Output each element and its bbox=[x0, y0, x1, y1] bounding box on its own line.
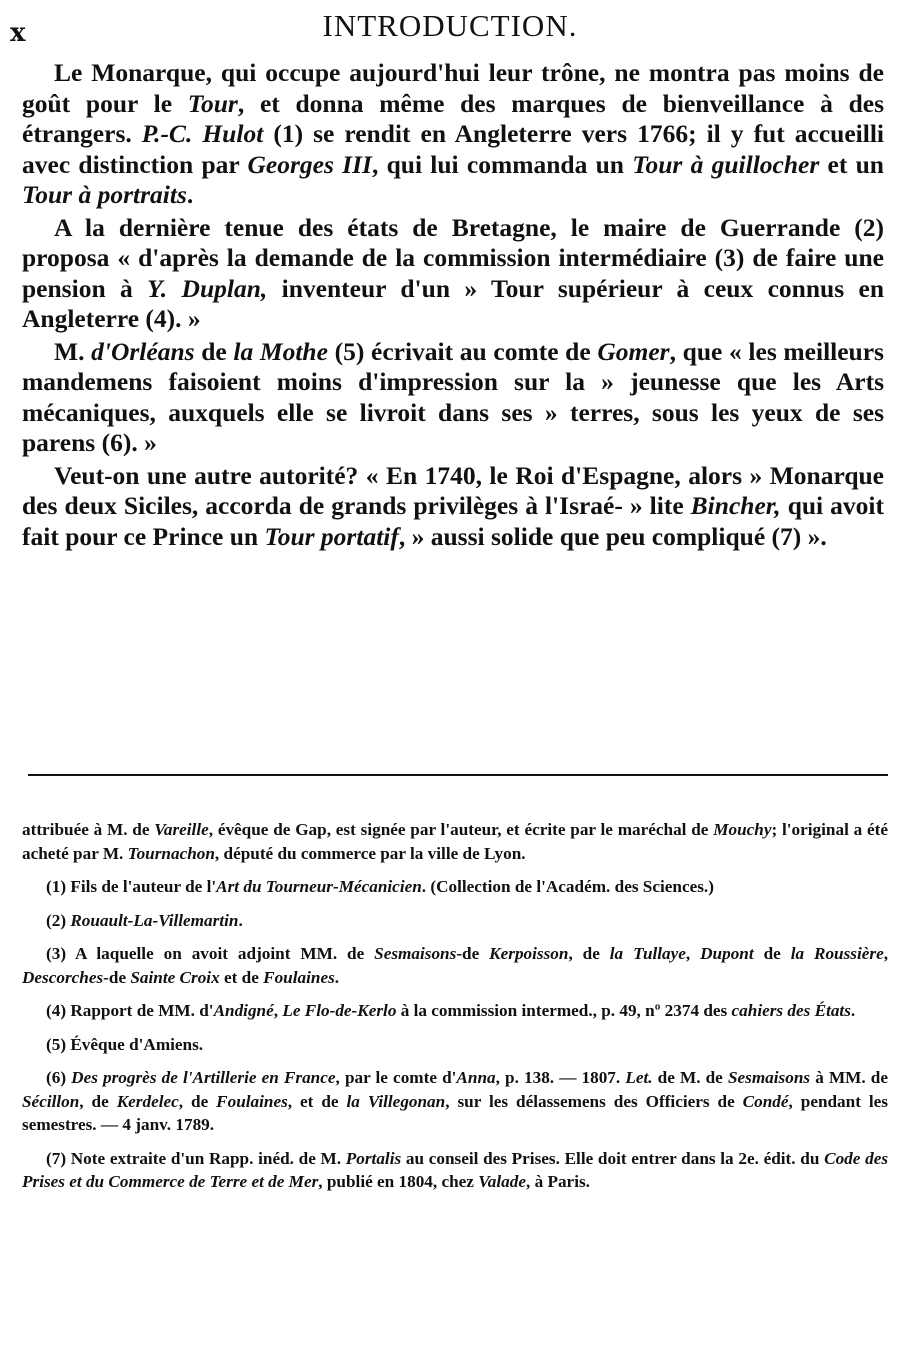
italic-run: d'Orléans bbox=[91, 336, 195, 366]
italic-run: Foulaines bbox=[216, 1091, 288, 1111]
paragraph-2 bbox=[22, 213, 884, 335]
text-run: (5) écrivait au comte de bbox=[327, 336, 598, 366]
footnote-3 bbox=[22, 942, 888, 989]
italic-run: Tournachon bbox=[127, 843, 215, 863]
text-run: (3) A laquelle on avoit adjoint MM. de bbox=[46, 944, 375, 963]
text-run: (2) bbox=[46, 910, 71, 930]
text-run: A la dernière tenue des états de Bretagne, le maire de Guerrande (2) proposa « d'après la demande de la commission intermédiaire (3) de faire une pension à bbox=[22, 212, 884, 303]
running-head: INTRODUCTION. bbox=[322, 8, 578, 43]
italic-run: la Roussière bbox=[790, 944, 884, 963]
text-run: (6) bbox=[46, 1068, 72, 1087]
text-run: , à Paris. bbox=[525, 1172, 590, 1191]
paragraph-4 bbox=[22, 461, 884, 553]
text-run: , bbox=[883, 944, 888, 963]
text-run: , de bbox=[568, 944, 610, 963]
text-run: de bbox=[194, 336, 234, 366]
italic-run: la Mothe bbox=[233, 336, 328, 366]
italic-run: Kerpoisson bbox=[489, 944, 569, 963]
italic-run: Portalis bbox=[345, 1148, 402, 1168]
page-number: x bbox=[10, 18, 26, 48]
italic-run: Tour à guillocher bbox=[632, 149, 820, 179]
text-run: . (Collection de l'Académ. des Sciences.) bbox=[421, 877, 714, 896]
italic-run: Sainte Croix bbox=[130, 967, 220, 987]
italic-run: Condé bbox=[742, 1091, 789, 1111]
italic-run: la Villegonan bbox=[346, 1091, 446, 1111]
text-run: ; l'original a été acheté par M. bbox=[22, 820, 889, 863]
footnote-1 bbox=[22, 875, 888, 899]
paragraph-1 bbox=[22, 58, 884, 211]
text-run: (1) se rendit en Angleterre vers 1766; il y fut accueilli avec distinction par bbox=[22, 119, 884, 179]
text-run: -de bbox=[456, 944, 490, 963]
text-run: , bbox=[273, 1001, 283, 1020]
text-run: . bbox=[334, 967, 340, 987]
italic-run: Art du Tourneur-Mécanicien bbox=[216, 877, 422, 896]
text-run: (4) Rapport de MM. d' bbox=[46, 1001, 214, 1020]
italic-run: Andigné bbox=[213, 1001, 274, 1020]
italic-run: Valade bbox=[478, 1172, 526, 1191]
footnote-4 bbox=[22, 999, 888, 1023]
italic-run: Y. Duplan, bbox=[147, 273, 268, 303]
text-run: et un bbox=[819, 149, 884, 179]
italic-run: Anna bbox=[456, 1068, 496, 1087]
text-run: , par le comte d' bbox=[335, 1068, 457, 1087]
text-run: , bbox=[685, 944, 701, 963]
italic-run: Des progrès de l'Artillerie en France bbox=[71, 1068, 336, 1087]
italic-run: Sécillon bbox=[22, 1091, 80, 1111]
italic-run: Tour portatif bbox=[264, 521, 399, 551]
italic-run: Bincher, bbox=[690, 491, 781, 520]
text-run: . bbox=[186, 180, 194, 209]
footnote-6 bbox=[22, 1066, 888, 1137]
footnote-5 bbox=[22, 1033, 888, 1057]
text-run: , et de bbox=[287, 1091, 347, 1111]
text-run: de M. de bbox=[652, 1068, 728, 1087]
italic-run: Kerdelec bbox=[116, 1091, 179, 1111]
footnotes bbox=[22, 818, 888, 1204]
italic-run: Descorches bbox=[22, 967, 104, 987]
text-run: , publié en 1804, chez bbox=[318, 1172, 479, 1191]
italic-run: Foulaines bbox=[263, 967, 335, 987]
text-run: Le Monarque, qui occupe aujourd'hui leur trône, ne montra pas moins de goût pour le bbox=[22, 58, 884, 118]
text-run: Veut-on une autre autorité? « En 1740, le Roi d'Espagne, alors » Monarque des deux Siciles, accorda de grands privilèges à l'Israé- » lite bbox=[22, 460, 884, 520]
text-run: -de bbox=[103, 967, 131, 987]
text-run: de bbox=[753, 944, 791, 963]
italic-run: Sesmaisons bbox=[727, 1068, 811, 1087]
text-run: . bbox=[850, 1001, 856, 1020]
text-run: , sur les délassemens des Officiers de bbox=[445, 1091, 743, 1111]
text-run: , député du commerce par la ville de Lyon. bbox=[214, 843, 526, 863]
italic-run: Code des Prises et du Commerce de Terre et de Mer bbox=[22, 1148, 889, 1191]
footnote-7 bbox=[22, 1147, 888, 1194]
italic-run: Tour à portraits bbox=[22, 180, 187, 209]
italic-run: Vareille bbox=[154, 820, 209, 839]
footnote-rule bbox=[28, 774, 888, 776]
text-run: , » aussi solide que peu compliqué (7) ». bbox=[398, 521, 827, 551]
text-run: , p. 138. — 1807. bbox=[495, 1068, 626, 1087]
text-run: à MM. de bbox=[810, 1068, 888, 1087]
text-run: M. bbox=[54, 336, 92, 366]
italic-run: Rouault-La-Villemartin bbox=[70, 910, 239, 930]
text-run: (1) Fils de l'auteur de l' bbox=[46, 877, 217, 896]
italic-run: Dupont bbox=[700, 944, 754, 963]
italic-run: cahiers des États bbox=[731, 1001, 851, 1020]
text-run: qui avoit fait pour ce Prince un bbox=[22, 491, 884, 551]
text-run: attribuée à M. de bbox=[22, 820, 155, 839]
footnote-continuation bbox=[22, 818, 888, 865]
main-text bbox=[22, 58, 884, 552]
text-run: . bbox=[238, 910, 243, 930]
text-run: , et donna même des marques de bienveillance à des étrangers. bbox=[22, 88, 884, 148]
paragraph-3 bbox=[22, 337, 884, 459]
text-run: , évêque de Gap, est signée par l'auteur, et écrite par le maréchal de bbox=[208, 820, 714, 839]
italic-run: Le Flo-de-Kerlo bbox=[282, 1001, 397, 1020]
italic-run: Mouchy bbox=[713, 820, 772, 839]
text-run: , que « les meilleurs mandemens faisoient moins d'impression sur la » jeunesse que les Arts mécaniques, auxquels elle se livroit dans ses » terres, sous les yeux de ses parens (6). » bbox=[22, 336, 884, 457]
footnote-2 bbox=[22, 909, 888, 933]
text-run: , pendant les semestres. — 4 janv. 1789. bbox=[22, 1091, 888, 1134]
italic-run: la Tullaye bbox=[609, 944, 686, 963]
text-run: inventeur d'un » Tour supérieur à ceux connus en Angleterre (4). » bbox=[22, 273, 885, 333]
italic-run: Let. bbox=[625, 1068, 653, 1087]
italic-run: Sesmaisons bbox=[374, 944, 457, 963]
text-run: , de bbox=[79, 1091, 117, 1111]
text-run: , qui lui commanda un bbox=[371, 149, 633, 179]
text-run: (7) Note extraite d'un Rapp. inéd. de M. bbox=[46, 1148, 346, 1168]
italic-run: P.-C. Hulot bbox=[141, 119, 264, 148]
text-run: (5) Évêque d'Amiens. bbox=[46, 1034, 204, 1054]
italic-run: Georges III bbox=[247, 149, 372, 179]
text-run: au conseil des Prises. Elle doit entrer dans la 2e. édit. du bbox=[401, 1148, 825, 1168]
text-run: à la commission intermed., p. 49, nº 2374 des bbox=[396, 1001, 732, 1020]
italic-run: Gomer bbox=[597, 336, 670, 366]
text-run: , de bbox=[178, 1091, 217, 1111]
text-run: et de bbox=[219, 967, 264, 987]
italic-run: Tour bbox=[187, 88, 238, 118]
